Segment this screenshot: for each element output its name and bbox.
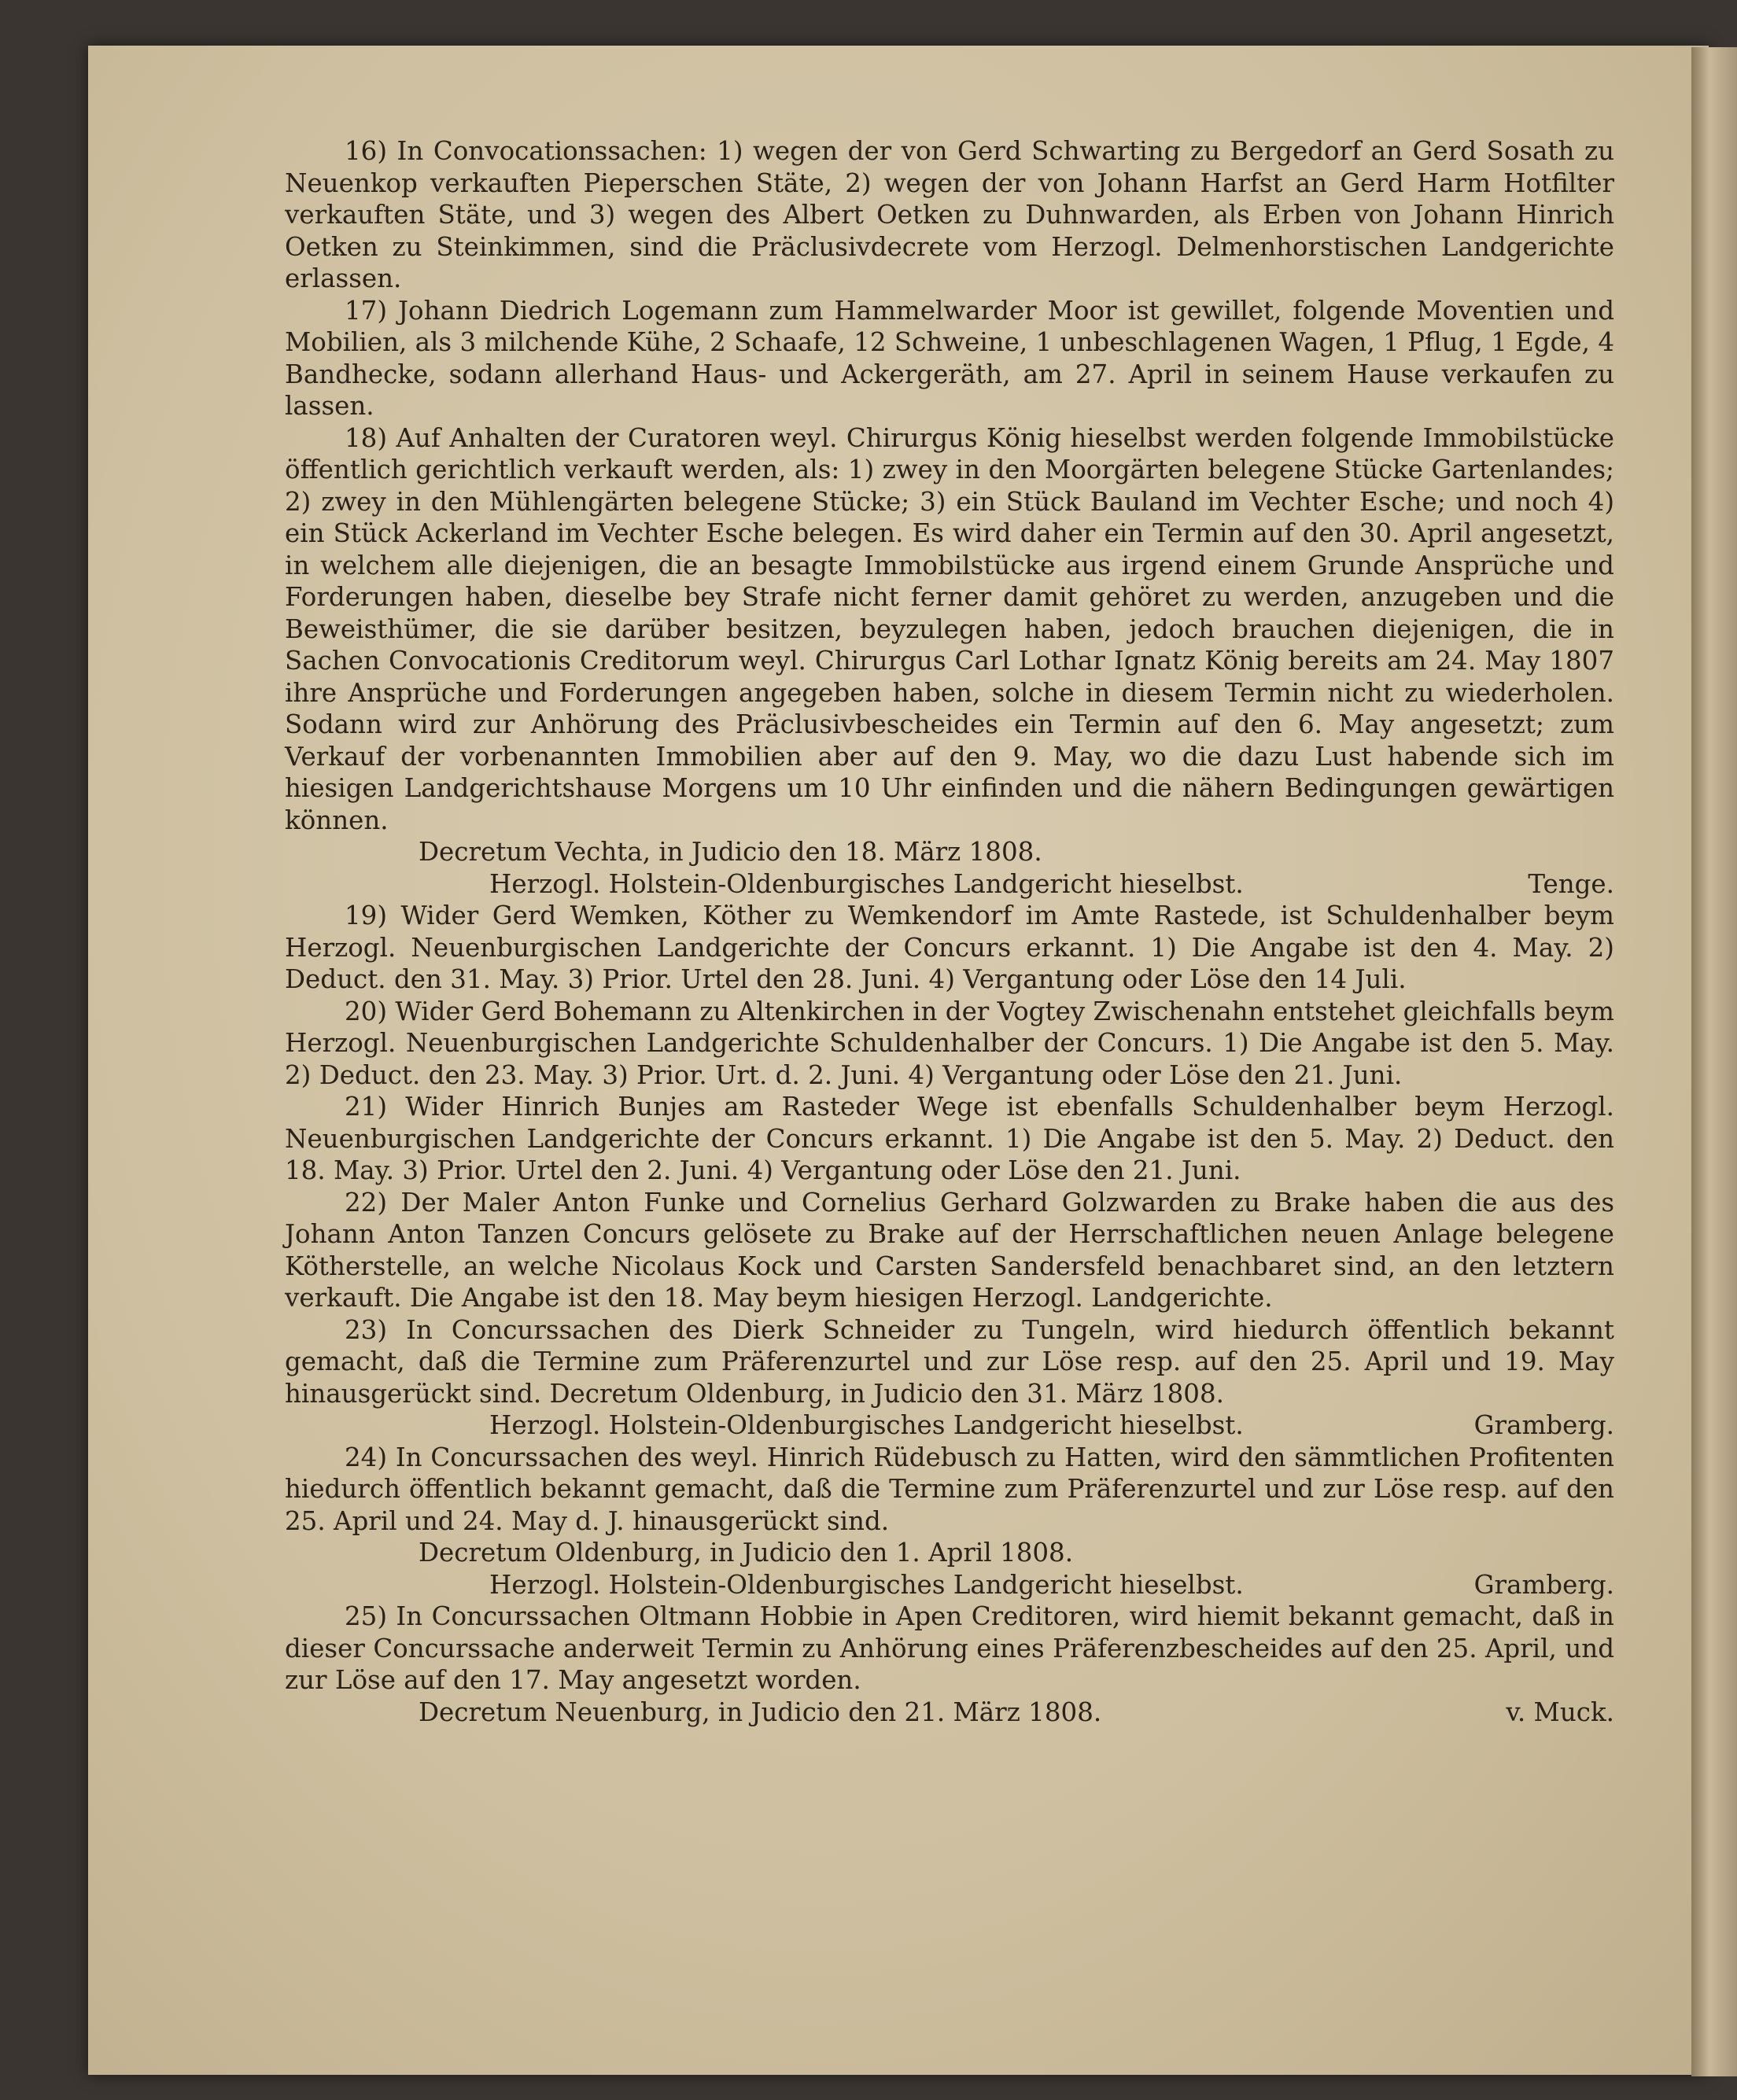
signer-name: Tenge. [1528, 868, 1614, 899]
signer-name: Gramberg. [1473, 1410, 1614, 1440]
signer-name: v. Muck. [1506, 1697, 1614, 1727]
decree-24: Decretum Oldenburg, in Judicio den 1. April 1808. [419, 1538, 1074, 1568]
notice-22: 22) Der Maler Anton Funke und Cornelius Gerhard Golzwarden zu Brake haben die aus des Johann Anton Tanzen Concurs gelösete zu Brake auf der Herrschaftlichen neuen Anlage belegene Kötherstelle, an welche Nicolaus Kock und Carsten Sandersfeld benachbaret sind, an den letztern verkauft. Die Angabe ist den 18. May beym hiesigen Herzogl. Landgerichte. [285, 1187, 1614, 1313]
notice-18: 18) Auf Anhalten der Curatoren weyl. Chirurgus König hieselbst werden folgende Immobilstücke öffentlich gerichtlich verkauft werden, als: 1) zwey in den Moorgärten belegene Stücke Gartenlandes; 2) zwey in den Mühlengärten belegene Stücke; 3) ein Stück Bauland im Vechter Esche; und noch 4) ein Stück Ackerland im Vechter Esche belegen. Es wird daher ein Termin auf den 30. April angesetzt, in welchem alle diejenigen, die an besagte Immobilstücke aus irgend einem Grunde Ansprüche und Forderungen haben, dieselbe bey Strafe nicht ferner damit gehöret zu werden, anzugeben und die Beweisthümer, die sie darüber besitzen, beyzulegen haben, jedoch brauchen diejenigen, die in Sachen Convocationis Creditorum weyl. Chirurgus Carl Lothar Ignatz König bereits am 24. May 1807 ihre Ansprüche und Forderungen angegeben haben, solche in diesem Termin nicht zu wiederholen. Sodann wird zur Anhörung des Präclusivbescheides ein Termin auf den 6. May angesetzt; zum Verkauf der vorbenannten Immobilien aber auf den 9. May, wo die dazu Lust habende sich im hiesigen Landgerichtshause Morgens um 10 Uhr einfinden und die nähern Bedingungen gewärtigen können. [285, 422, 1614, 835]
signature-18 [285, 868, 1614, 901]
decree-18: Decretum Vechta, in Judicio den 18. März 1808. [419, 837, 1042, 867]
signer-name: Gramberg. [1473, 1569, 1614, 1600]
notice-24: 24) In Concurssachen des weyl. Hinrich Rüdebusch zu Hatten, wird den sämmtlichen Profitenten hiedurch öffentlich bekannt gemacht, daß die Termine zum Präferenzurtel und zur Löse resp. auf den 25. April und 24. May d. J. hinausgerückt sind. [285, 1442, 1614, 1536]
gazette-text-column [285, 135, 1614, 1728]
notice-19: 19) Wider Gerd Wemken, Köther zu Wemkendorf im Amte Rastede, ist Schuldenhalber beym Herzogl. Neuenburgischen Landgerichte der Concurs erkannt. 1) Die Angabe ist den 4. May. 2) Deduct. den 31. May. 3) Prior. Urtel den 28. Juni. 4) Vergantung oder Löse den 14 Juli. [285, 901, 1614, 994]
signature-23 [285, 1409, 1614, 1442]
notice-16: 16) In Convocationssachen: 1) wegen der von Gerd Schwarting zu Bergedorf an Gerd Sosath zu Neuenkop verkauften Pieperschen Stäte, 2) wegen der von Johann Harfst an Gerd Harm Hotfilter verkauften Stäte, und 3) wegen des Albert Oetken zu Duhnwarden, als Erben von Johann Hinrich Oetken zu Steinkimmen, sind die Präclusivdecrete vom Herzogl. Delmenhorstischen Landgerichte erlassen. [285, 136, 1614, 293]
signature-24 [285, 1569, 1614, 1601]
signature-25 [285, 1697, 1614, 1729]
notice-17: 17) Johann Diedrich Logemann zum Hammelwarder Moor ist gewillet, folgende Moventien und Mobilien, als 3 milchende Kühe, 2 Schaafe, 12 Schweine, 1 unbeschlagenen Wagen, 1 Pflug, 1 Egde, 4 Bandhecke, sodann allerhand Haus- und Ackergeräth, am 27. April in seinem Hause verkaufen zu lassen. [285, 295, 1614, 421]
notice-23: 23) In Concurssachen des Dierk Schneider zu Tungeln, wird hiedurch öffentlich bekannt gemacht, daß die Termine zum Präferenzurtel und zur Löse resp. auf den 25. April und 19. May hinausgerückt sind. Decretum Oldenburg, in Judicio den 31. März 1808. [285, 1314, 1614, 1409]
decree-25: Decretum Neuenburg, in Judicio den 21. März 1808. [419, 1697, 1102, 1727]
court-name: Herzogl. Holstein-Oldenburgisches Landgericht hieselbst. [489, 1410, 1244, 1440]
court-name: Herzogl. Holstein-Oldenburgisches Landgericht hieselbst. [489, 1569, 1244, 1600]
book-gutter [1691, 47, 1737, 2076]
notice-20: 20) Wider Gerd Bohemann zu Altenkirchen in der Vogtey Zwischenahn entstehet gleichfalls beym Herzogl. Neuenburgischen Landgerichte Schuldenhalber der Concurs. 1) Die Angabe ist den 5. May. 2) Deduct. den 23. May. 3) Prior. Urt. d. 2. Juni. 4) Vergantung oder Löse den 21. Juni. [285, 996, 1614, 1090]
notice-25: 25) In Concurssachen Oltmann Hobbie in Apen Creditoren, wird hiemit bekannt gemacht, daß in dieser Concurssache anderweit Termin zu Anhörung eines Präferenzbescheides auf den 25. April, und zur Löse auf den 17. May angesetzt worden. [285, 1601, 1614, 1695]
court-name: Herzogl. Holstein-Oldenburgisches Landgericht hieselbst. [489, 868, 1244, 899]
notice-21: 21) Wider Hinrich Bunjes am Rasteder Wege ist ebenfalls Schuldenhalber beym Herzogl. Neuenburgischen Landgerichte der Concurs erkannt. 1) Die Angabe ist den 5. May. 2) Deduct. den 18. May. 3) Prior. Urtel den 2. Juni. 4) Vergantung oder Löse den 21. Juni. [285, 1092, 1614, 1185]
